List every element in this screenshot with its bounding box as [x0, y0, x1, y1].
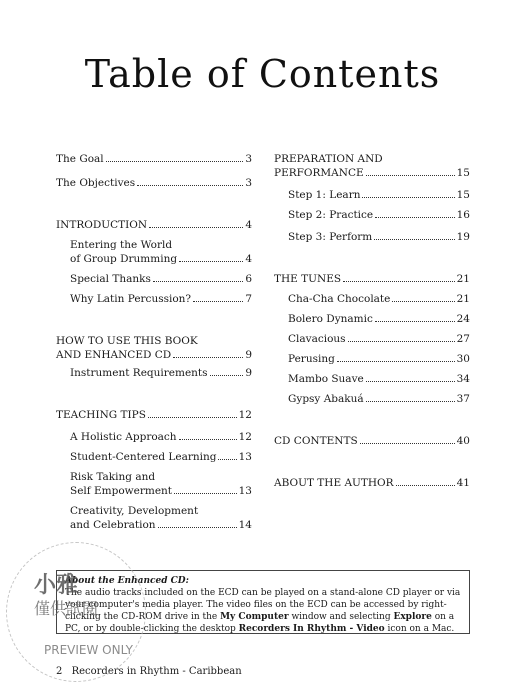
dot-leader [396, 485, 455, 486]
toc-entry [288, 352, 470, 366]
dot-leader [337, 361, 455, 362]
toc-entry-line [70, 450, 252, 464]
toc-entry-title: HOW TO USE THIS BOOK [56, 335, 198, 347]
toc-entry-line [288, 188, 470, 202]
dot-leader [149, 227, 243, 228]
toc-entry-title: INTRODUCTION [56, 219, 148, 231]
toc-entry-line [56, 152, 252, 166]
toc-entry [70, 292, 252, 306]
enhanced-cd-text-3: on a PC, or by double-clicking the desktop [65, 612, 455, 634]
preview-watermark [0, 540, 150, 700]
enhanced-cd-bold-3: Recorders In Rhythm - Video [238, 624, 385, 634]
enhanced-cd-bold-2: Explore [393, 612, 432, 622]
toc-entry-page: 3 [245, 177, 252, 189]
dot-leader [366, 381, 455, 382]
toc-entry-page: 21 [456, 293, 470, 305]
toc-entry-line [274, 434, 470, 448]
toc-entry [56, 218, 252, 232]
dot-leader [193, 301, 243, 302]
toc-entry-title: The Objectives [56, 177, 136, 189]
toc-entry-line [288, 352, 470, 366]
toc-entry-page: 27 [456, 333, 470, 345]
toc-entry-page: 9 [245, 349, 252, 361]
dot-leader [137, 185, 243, 186]
footer-book-title: Recorders in Rhythm - Caribbean [71, 666, 242, 677]
toc-entry-title: THE TUNES [274, 273, 342, 285]
toc-entry-page: 21 [456, 273, 470, 285]
toc-entry [70, 470, 252, 498]
toc-entry-line [70, 430, 252, 444]
enhanced-cd-text-2: window and selecting [288, 612, 394, 622]
toc-entry-title: TEACHING TIPS [56, 409, 146, 421]
page-title: Table of Contents [84, 52, 441, 96]
toc-entry-title: of Group Drumming [70, 253, 178, 265]
toc-entry-page: 12 [238, 409, 252, 421]
toc-entry-title: Entering the World [70, 239, 173, 251]
dot-leader [106, 161, 244, 162]
toc-entry-title: Cha-Cha Chocolate [288, 293, 391, 305]
toc-entry-page: 6 [245, 273, 252, 285]
toc-entry-title: Risk Taking and [70, 471, 156, 483]
toc-entry-line [288, 332, 470, 346]
toc-entry-line [274, 166, 470, 180]
watermark-preview: PREVIEW ONLY [44, 643, 134, 657]
toc-entry [288, 372, 470, 386]
toc-entry-title: Gypsy Abakuá [288, 393, 364, 405]
toc-entry [70, 272, 252, 286]
toc-entry-page: 30 [456, 353, 470, 365]
toc-entry-page: 14 [238, 519, 252, 531]
toc-entry-page: 13 [238, 485, 252, 497]
toc-entry-line [70, 272, 252, 286]
toc-entry-line [288, 392, 470, 406]
toc-entry [288, 392, 470, 406]
toc-entry-title: The Goal [56, 153, 104, 165]
toc-entry-title: Student-Centered Learning [70, 451, 217, 463]
toc-entry-line [288, 208, 470, 222]
toc-entry [288, 188, 470, 202]
toc-entry-line [56, 408, 252, 422]
dot-leader [210, 375, 244, 376]
toc-entry-line [288, 372, 470, 386]
enhanced-cd-text-1: The audio tracks included on the ECD can be played on a stand-alone CD player or via your computer's media player. The video files on the ECD can be accessed by right-clicking the CD-ROM drive in the [65, 588, 461, 622]
toc-entry-line [70, 292, 252, 306]
toc-entry-page: 24 [456, 313, 470, 325]
toc-entry [288, 292, 470, 306]
toc-entry [274, 272, 470, 286]
dot-leader [218, 459, 236, 460]
toc-entry [70, 238, 252, 266]
toc-entry-page: 34 [456, 373, 470, 385]
dot-leader [158, 527, 237, 528]
toc-entry-page: 7 [245, 293, 252, 305]
dot-leader [360, 443, 455, 444]
toc-entry [288, 230, 470, 244]
toc-entry-title: AND ENHANCED CD [56, 349, 172, 361]
toc-entry [56, 176, 252, 190]
toc-entry-page: 12 [238, 431, 252, 443]
dot-leader [174, 493, 237, 494]
toc-entry-line [274, 152, 470, 166]
toc-entry-page: 15 [456, 167, 470, 179]
toc-entry-title: PREPARATION AND [274, 153, 383, 165]
toc-entry-title: Perusing [288, 353, 335, 365]
enhanced-cd-text-4: icon on a Mac. [384, 624, 455, 634]
toc-entry [288, 208, 470, 222]
dot-leader [179, 439, 237, 440]
toc-entry-line [288, 312, 470, 326]
toc-entry [274, 152, 470, 180]
toc-entry-line [56, 334, 252, 348]
toc-entry-page: 9 [245, 367, 252, 379]
toc-entry [56, 334, 252, 362]
dot-leader [343, 281, 455, 282]
toc-entry-line [70, 238, 252, 252]
toc-entry-title: CD CONTENTS [274, 435, 358, 447]
toc-entry-title: Clavacious [288, 333, 346, 345]
enhanced-cd-heading: About the Enhanced CD: [65, 576, 189, 586]
toc-entry [274, 476, 470, 490]
toc-entry-page: 4 [245, 253, 252, 265]
dot-leader [366, 401, 455, 402]
watermark-cjk-1: 小雅 [34, 572, 79, 598]
toc-entry-page: 16 [456, 209, 470, 221]
toc-entry-page: 19 [456, 231, 470, 243]
toc-entry [288, 332, 470, 346]
toc-entry [288, 312, 470, 326]
dot-leader [348, 341, 455, 342]
toc-entry-page: 40 [456, 435, 470, 447]
dot-leader [173, 357, 243, 358]
toc-entry-title: Instrument Requirements [70, 367, 208, 379]
toc-entry-page: 15 [456, 189, 470, 201]
toc-entry-line [56, 218, 252, 232]
toc-entry-title: Why Latin Percussion? [70, 293, 192, 305]
toc-entry-line [56, 176, 252, 190]
toc-entry [56, 408, 252, 422]
enhanced-cd-bold-1: My Computer [220, 612, 289, 622]
toc-entry-title: Self Empowerment [70, 485, 173, 497]
toc-entry-line [70, 504, 252, 518]
toc-entry-title: Bolero Dynamic [288, 313, 373, 325]
dot-leader [392, 301, 454, 302]
dot-leader [375, 217, 454, 218]
toc-entry-title: Creativity, Development [70, 505, 199, 517]
toc-entry-line [56, 348, 252, 362]
dot-leader [375, 321, 455, 322]
toc-entry-line [274, 272, 470, 286]
toc-entry-page: 13 [238, 451, 252, 463]
toc-entry-page: 3 [245, 153, 252, 165]
toc-entry-page: 4 [245, 219, 252, 231]
toc-entry-title: Special Thanks [70, 273, 151, 285]
dot-leader [179, 261, 243, 262]
dot-leader [362, 197, 454, 198]
watermark-cjk-2: 僅供試閱 [34, 599, 99, 618]
toc-entry [70, 430, 252, 444]
dot-leader [366, 175, 455, 176]
toc-entry-title: PERFORMANCE [274, 167, 364, 179]
toc-entry-line [288, 292, 470, 306]
toc-entry-page: 41 [456, 477, 470, 489]
toc-entry [70, 450, 252, 464]
toc-entry [56, 152, 252, 166]
toc-entry-title: Step 1: Learn [288, 189, 361, 201]
dot-leader [374, 239, 454, 240]
toc-entry-line [70, 252, 252, 266]
toc-entry-title: A Holistic Approach [70, 431, 177, 443]
toc-entry-line [70, 470, 252, 484]
toc-entry-title: Step 3: Perform [288, 231, 373, 243]
toc-entry-line [288, 230, 470, 244]
footer-page-number: 2 [56, 666, 63, 677]
dot-leader [153, 281, 243, 282]
dot-leader [148, 417, 237, 418]
toc-entry [274, 434, 470, 448]
toc-entry [70, 504, 252, 532]
toc-entry-line [274, 476, 470, 490]
toc-entry-title: Mambo Suave [288, 373, 364, 385]
toc-entry-title: ABOUT THE AUTHOR [274, 477, 394, 489]
toc-entry-title: Step 2: Practice [288, 209, 374, 221]
toc-entry-page: 37 [456, 393, 470, 405]
toc-entry [70, 366, 252, 380]
toc-entry-line [70, 484, 252, 498]
toc-entry-title: and Celebration [70, 519, 156, 531]
toc-entry-line [70, 518, 252, 532]
toc-entry-line [70, 366, 252, 380]
